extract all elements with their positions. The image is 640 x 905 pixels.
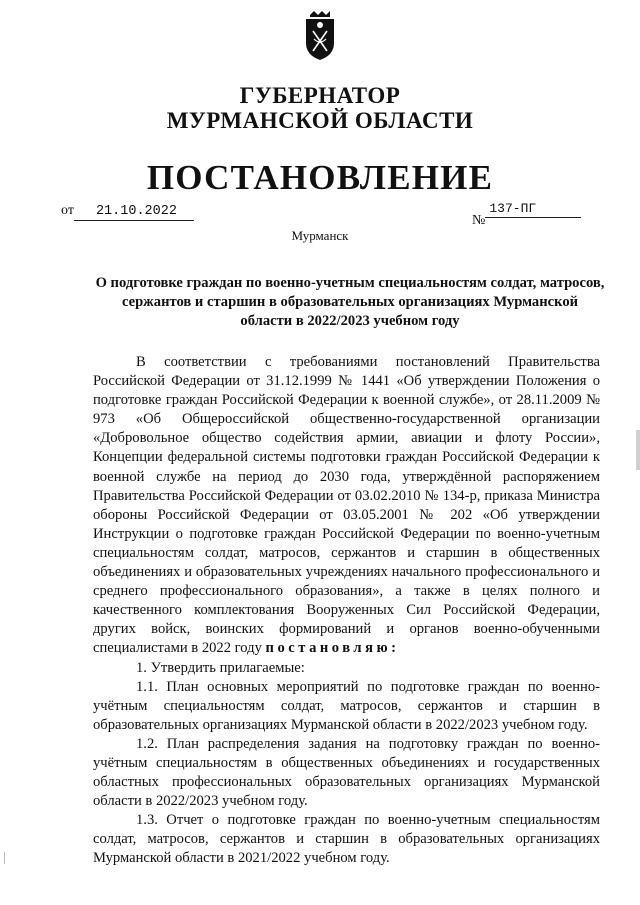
item-1-3: 1.3. Отчет о подготовке граждан по военно-учетным специальностям солдат, матросов, сержантов и старшин в образовательных организациях Мурманской области в 2021/2022 учебном году. — [93, 812, 600, 867]
coat-of-arms-icon — [302, 9, 338, 61]
date-line — [61, 203, 194, 221]
item-1: 1. Утвердить прилагаемые: — [136, 659, 305, 676]
document-type: ПОСТАНОВЛЕНИЕ — [146, 158, 494, 197]
scrollbar-thumb[interactable] — [636, 430, 640, 470]
margin-mark — [4, 852, 5, 864]
document-body — [93, 353, 600, 869]
item-1-1: 1.1. План основных мероприятий по подготовке граждан по военно-учётным специальностям солдат, матросов, сержантов и старшин в образовательных организациях Мурманской области в 2022/2023 учебном году. — [93, 678, 600, 733]
governor-title: ГУБЕРНАТОР — [239, 83, 401, 108]
item-1-2: 1.2. План распределения задания на подготовку граждан по военно-учётным специальностям в общественных объединениях и государственных областных профессиональных образовательных организациях Мурманской области в 2022/2023 учебном году. — [93, 735, 600, 810]
document-number: 137-ПГ — [485, 201, 581, 218]
document-subject: О подготовке граждан по военно-учетным специальностям солдат, матросов, сержантов и старшин в образовательных организациях Мурманской области в 2022/2023 учебном году — [95, 275, 605, 329]
region-title: МУРМАНСКОЙ ОБЛАСТИ — [166, 108, 474, 133]
resolve-word: постановляю: — [265, 640, 400, 657]
date-prefix: от — [61, 203, 74, 218]
city: Мурманск — [291, 228, 349, 243]
intro-paragraph — [93, 353, 600, 659]
number-prefix: № — [472, 213, 486, 228]
intro-text: В соответствии с требованиями постановлений Правительства Российской Федерации от 31.12.1999 № 1441 «Об утверждении Положения о подготовке граждан Российской Федерации к военной службе», от 28.11.2009 № 973 «Об Общероссийской общественно-государственной организации «Добровольное общество содействия армии, авиации и флоту России», Концепции федеральной системы подготовки граждан Российской Федерации к военной службе на период до 2030 года, утверждённой распоряжением Правительства Российской Федерации от 03.02.2010 № 134-р, приказа Министра обороны Российской Федерации от 03.05.2001 № 202 «Об утверждении Инструкции о подготовке граждан Российской Федерации по военно-учетным специальностям солдат, матросов, сержантов и старшин в общественных объединениях и образовательных учреждениях начального профессионального и среднего профессионального образования», а также в целях полного и качественного комплектования Вооруженных Сил Российской Федерации, других войск, воинских формирований и органов военно-обученными специалистами в 2022 году — [93, 354, 600, 657]
number-line — [472, 201, 581, 228]
document-date: 21.10.2022 — [74, 204, 194, 221]
